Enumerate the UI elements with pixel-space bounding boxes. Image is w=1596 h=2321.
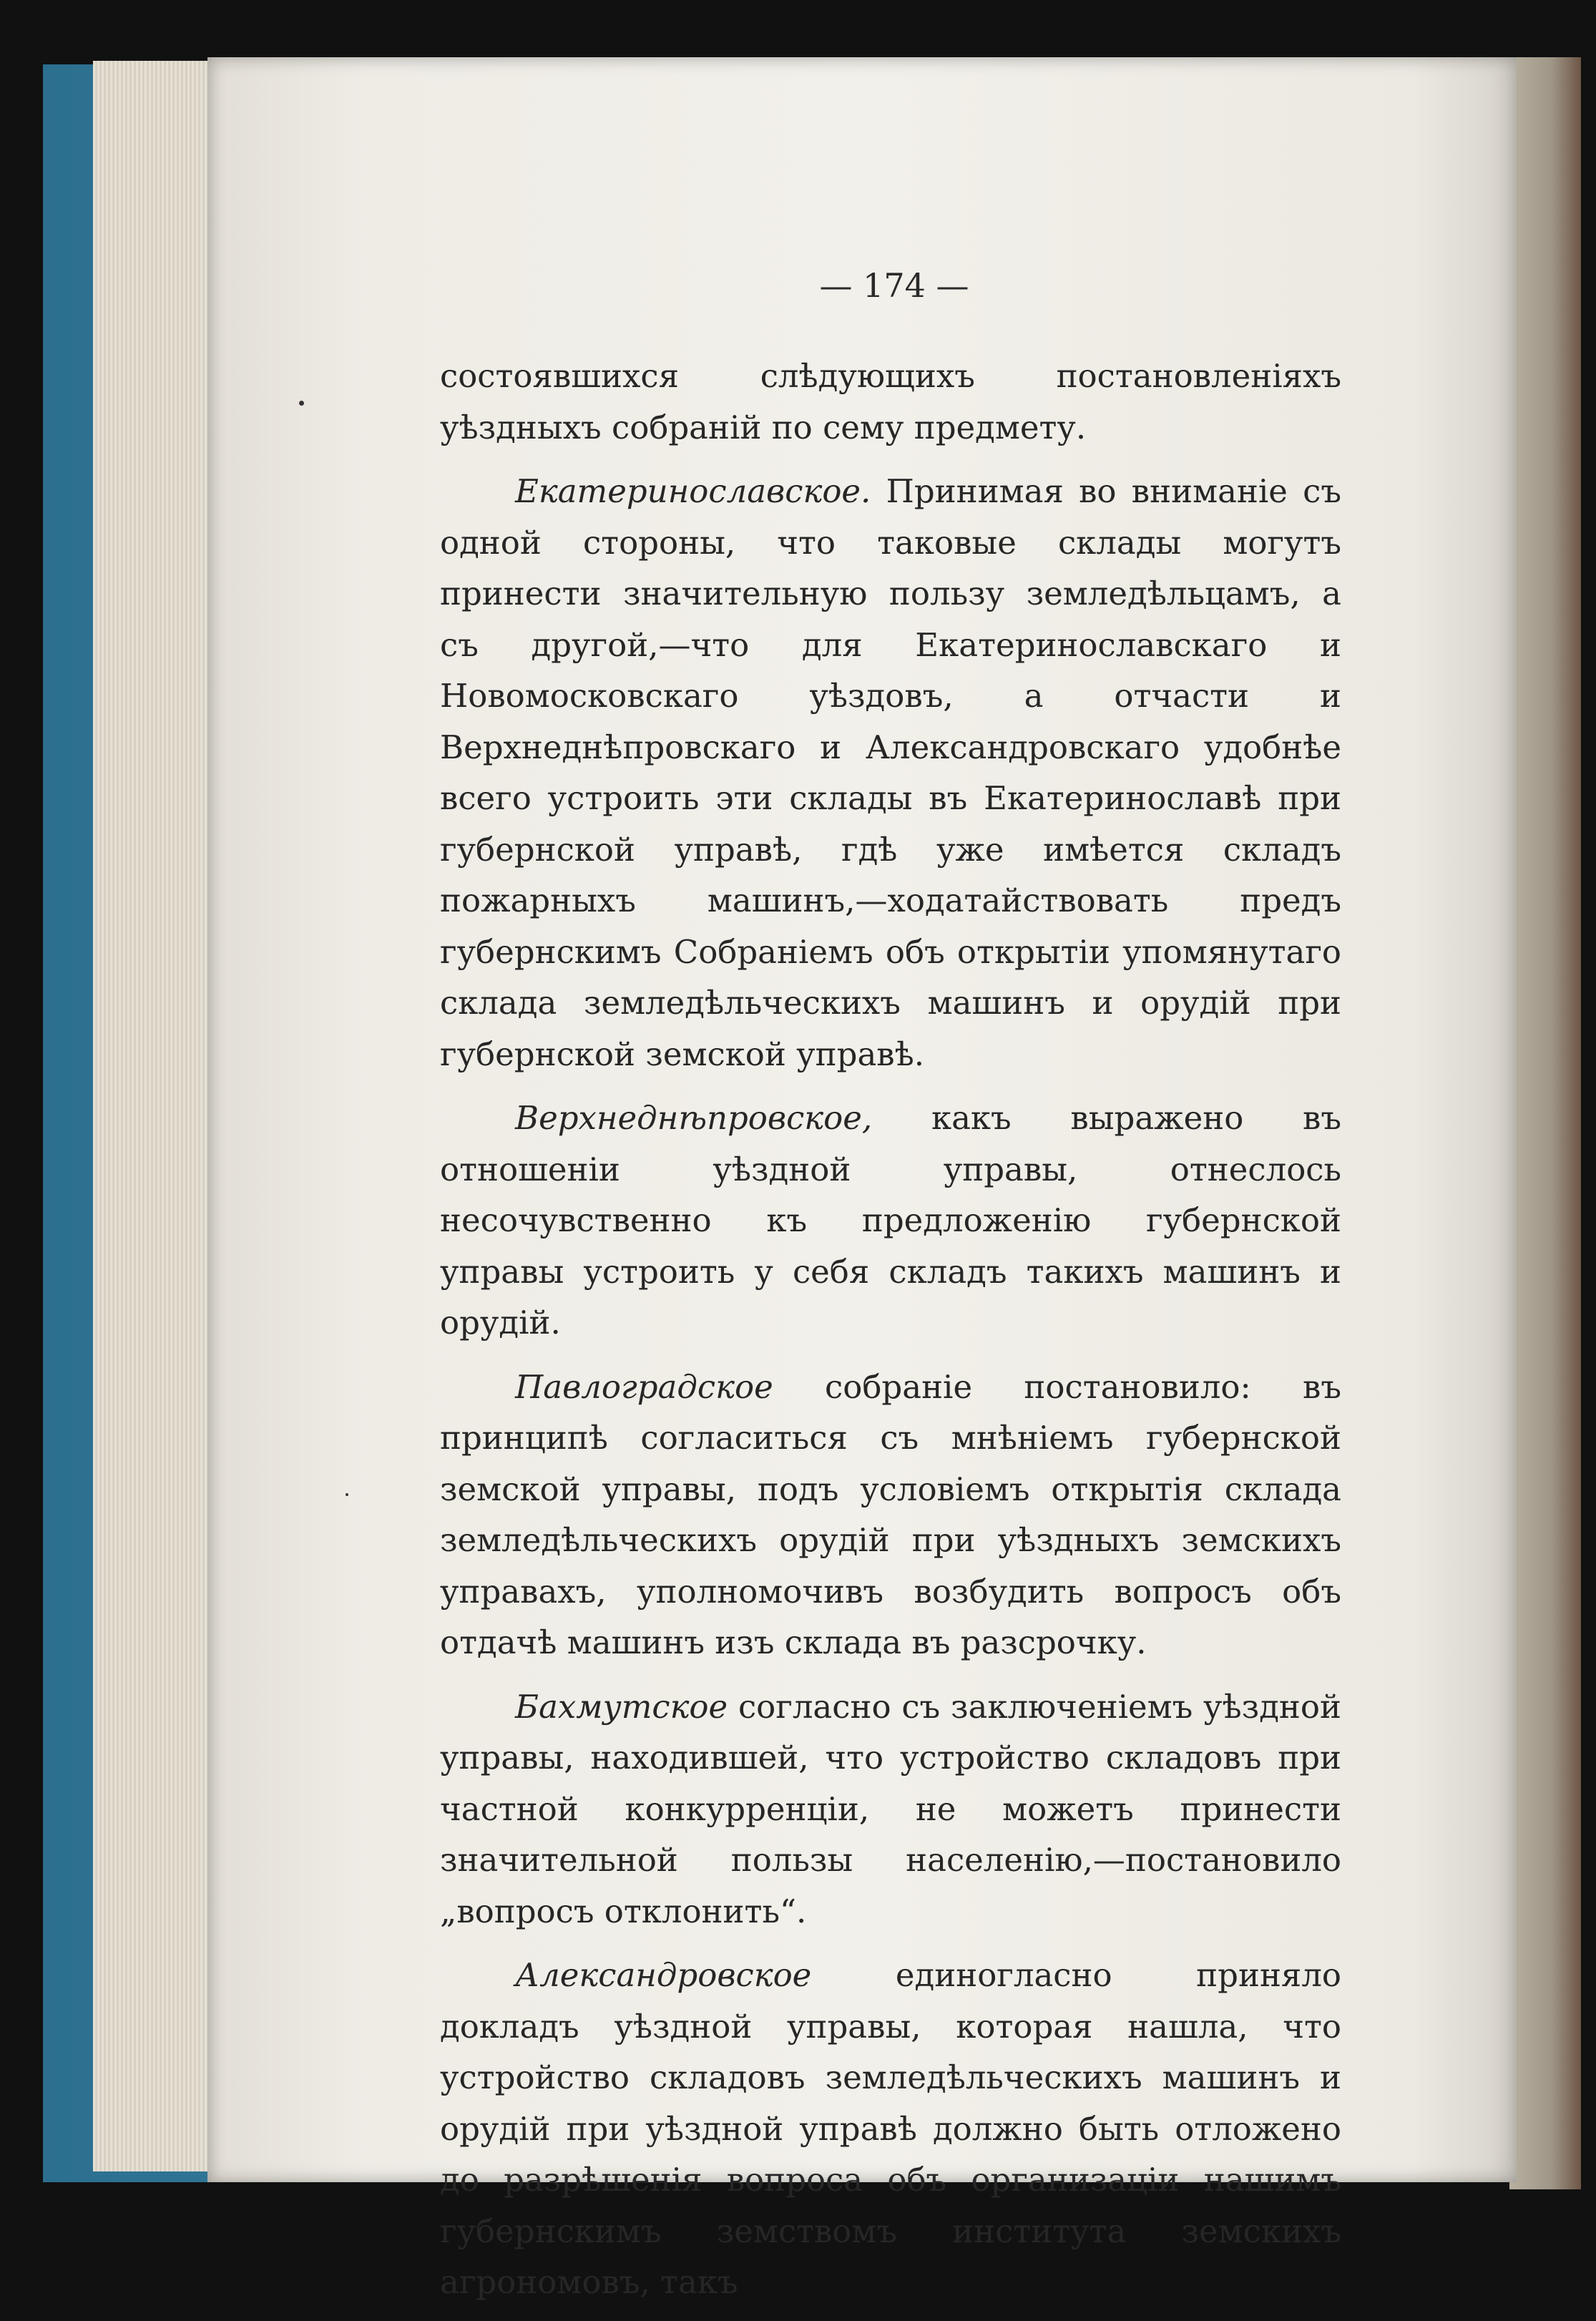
paragraph-text: единогласно приняло докладъ уѣздной управы, которая нашла, что устройство складовъ земледѣльческихъ машинъ и орудій при уѣздной управѣ должно быть отложено до разрѣшенія вопроса объ организаціи нашимъ губернскимъ земствомъ института земскихъ агрономовъ, такъ: [440, 1956, 1341, 2301]
paragraph: [440, 1093, 1341, 1349]
paragraph-text: какъ выражено въ отношеніи уѣздной управы, отнеслось несочувственно къ предложенію губернской управы устроить у себя складъ такихъ машинъ и орудій.: [440, 1099, 1341, 1342]
paragraph: [440, 1362, 1341, 1668]
paragraph-text: согласно съ заключеніемъ уѣздной управы, находившей, что устройство складовъ при частной конкурренціи, не можетъ принести значительной пользы населенію,—постановило „вопросъ отклонить“.: [440, 1687, 1341, 1930]
page-number: — 174 —: [819, 266, 969, 305]
paragraph-text: состоявшихся слѣдующихъ постановленіяхъ уѣздныхъ собраній по сему предмету.: [440, 357, 1341, 446]
district-name: Верхнеднѣпровское,: [515, 1099, 873, 1137]
paragraph: [440, 466, 1341, 1080]
district-name: Александровское: [515, 1956, 812, 1994]
district-name: Бахмутское: [515, 1687, 728, 1726]
ink-speck: [299, 401, 304, 406]
district-name: Павлоградское: [515, 1367, 773, 1406]
district-name: Екатеринославское.: [515, 472, 871, 510]
body-text: [440, 351, 1341, 2321]
paragraph: [440, 1681, 1341, 1938]
next-page-edge: [1509, 57, 1581, 2189]
paragraph-text: Принимая во вниманіе съ одной стороны, что таковые склады могутъ принести значительную пользу земледѣльцамъ, а съ другой,—что для Екатеринославскаго и Новомосковскаго уѣздовъ, а отчасти и Верхнеднѣпровскаго и Александровскаго удобнѣе всего устроить эти склады въ Екатеринославѣ при губернской управѣ, гдѣ уже имѣется складъ пожарныхъ машинъ,—ходатайствовать предъ губернскимъ Собраніемъ объ открытіи упомянутаго склада земледѣльческихъ машинъ и орудій при губернской земской управѣ.: [440, 472, 1341, 1073]
paragraph-text: собраніе постановило: въ принципѣ согласиться съ мнѣніемъ губернской земской управы, подъ условіемъ открытія склада земледѣльческихъ орудій при уѣздныхъ земскихъ управахъ, уполномочивъ возбудить вопросъ объ отдачѣ машинъ изъ склада въ разсрочку.: [440, 1367, 1341, 1661]
paragraph: [440, 1950, 1341, 2308]
ink-speck: [346, 1493, 348, 1496]
paragraph: [440, 351, 1341, 453]
